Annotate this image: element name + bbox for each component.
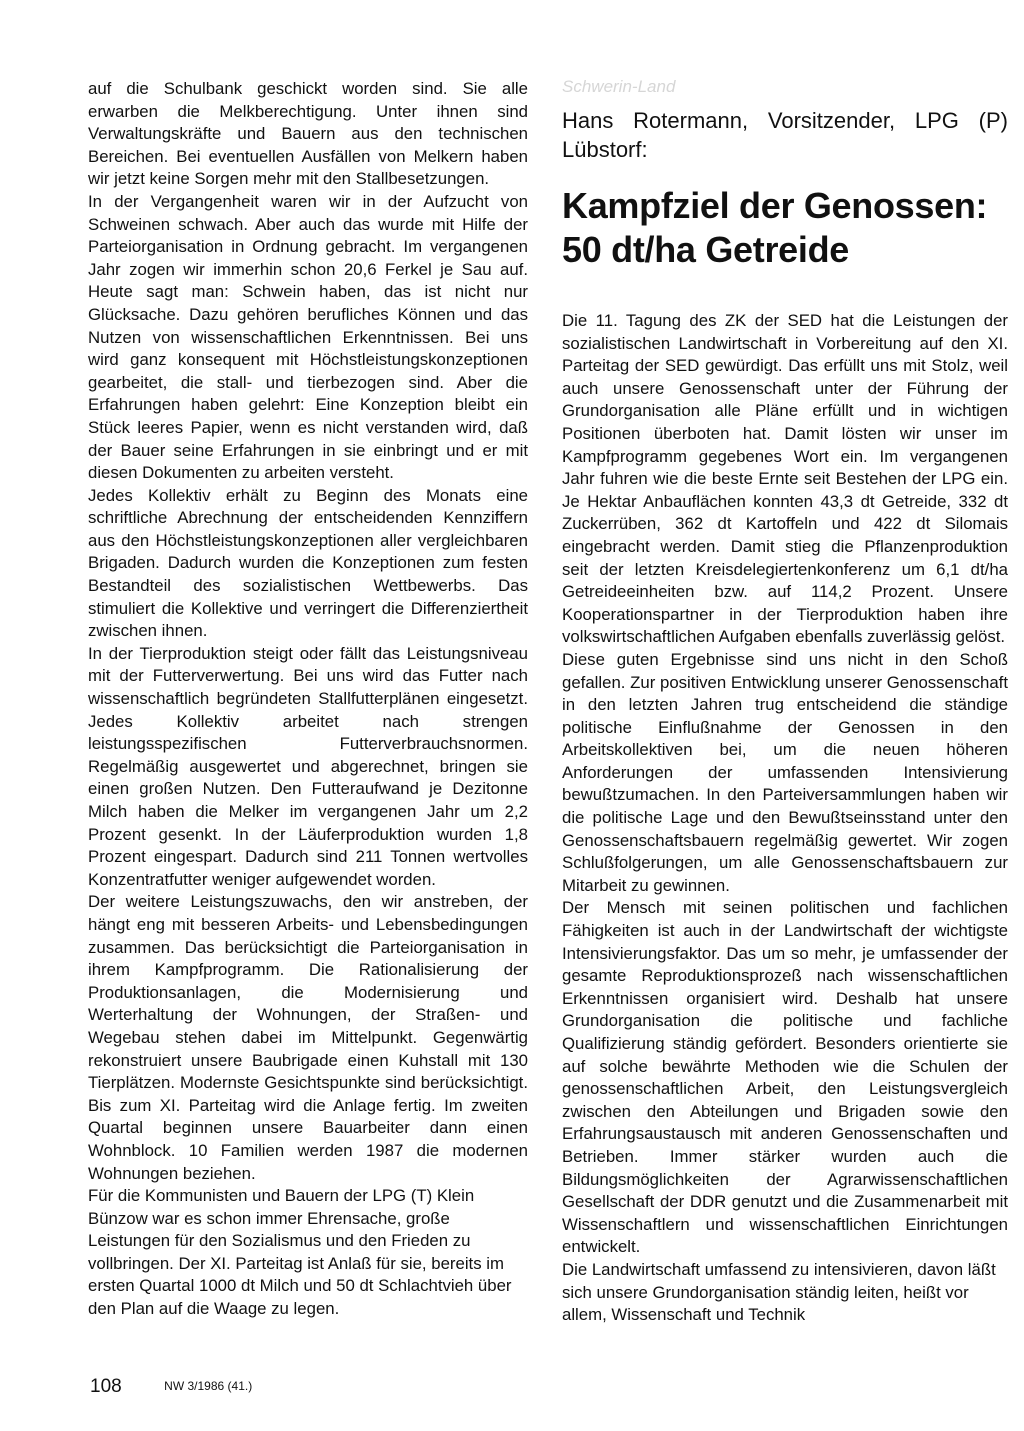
page-footer [90, 1376, 252, 1398]
left-paragraph-5: Der weitere Leistungszuwachs, den wir anstreben, der hängt eng mit besseren Arbeits- und Lebensbedingungen zusammen. Das berücksichtigt die Parteiorganisation in ihrem Kampfprogramm. Die Rationalisierung der Produktionsanlagen, die Modernisierung und Werterhaltung der Wohnungen, der Straßen- und Wegebau stehen dabei im Mittelpunkt. Gegenwärtig rekonstruiert unsere Baubrigade einen Kuhstall mit 130 Tierplätzen. Modernste Gesichtspunkte sind berücksichtigt. Bis zum XI. Parteitag wird die Anlage fertig. Im zweiten Quartal beginnen unsere Bauarbeiter dann einen Wohnblock. 10 Familien werden 1987 die modernen Wohnungen beziehen. [88, 892, 528, 1183]
right-paragraph-1: Die 11. Tagung des ZK der SED hat die Leistungen der sozialistischen Landwirtschaft in Vorbereitung auf den XI. Parteitag der SED gewürdigt. Das erfüllt uns mit Stolz, weil auch unsere Genossenschaft unter der Führung der Grundorganisation alle Pläne erfüllt und in wichtigen Positionen überboten hat. Damit lösten wir unser im Kampfprogramm gegebenes Wort ein. Im vergangenen Jahr fuhren wie die beste Ernte seit Bestehen der LPG ein. Je Hektar Anbauflächen konnten 43,3 dt Getreide, 332 dt Zuckerrüben, 362 dt Kartoffeln und 422 dt Silomais eingebracht werden. Damit stieg die Pflanzenproduktion seit der letzten Kreisdelegiertenkonferenz um 6,1 dt/ha Getreideeinheiten bzw. auf 114,2 Prozent. Unsere Kooperationspartner in der Tierproduktion haben ihre volkswirtschaftlichen Aufgaben ebenfalls zuverlässig gelöst. [562, 311, 1008, 647]
left-paragraph-2: In der Vergangenheit waren wir in der Aufzucht von Schweinen schwach. Aber auch das wurde mit Hilfe der Parteiorganisation in Ordnung gebracht. Im vergangenen Jahr zogen wir immerhin schon 20,6 Ferkel je Sau auf. Heute sagt man: Schwein haben, das ist nicht nur Glücksache. Dazu gehören berufliches Können und das Nutzen von wissenschaftlichen Erkenntnissen. Bei uns wird ganz konsequent mit Höchstleistungskonzeptionen gearbeitet, die stall- und tierbezogen sind. Aber die Erfahrungen haben gelehrt: Eine Konzeption bleibt ein Stück leeres Papier, wenn es nicht verstanden wird, daß der Bauer seine Erfahrungen in sie einbringt und er mit diesen Dokumenten zu arbeiten versteht. [88, 191, 528, 483]
right-paragraph-4: Die Landwirtschaft umfassend zu intensivieren, davon läßt sich unsere Grundorganisation ständig leiten, heißt vor allem, Wissenschaft und Technik [562, 1259, 996, 1325]
left-paragraph-6: Für die Kommunisten und Bauern der LPG (T) Klein Bünzow war es schon immer Ehrensache, große Leistungen für den Sozialismus und den Frieden zu vollbringen. Der XI. Parteitag ist Anlaß für sie, bereits im ersten Quartal 1000 dt Milch und 50 dt Schlachtvieh über den Plan auf die Waage zu legen. [88, 1186, 512, 1319]
page-number: 108 [90, 1376, 122, 1397]
article-headline: Kampfziel der Genossen: 50 dt/ha Getreide [562, 185, 988, 270]
right-paragraph-3: Der Mensch mit seinen politischen und fachlichen Fähigkeiten ist auch in der Landwirtschaft der wichtigste Intensivierungsfaktor. Das um so mehr, je umfassender der gesamte Reproduktionsprozeß nach wissenschaftlichen Erkenntnissen organisiert wird. Deshalb hat unsere Grundorganisation die politische und fachliche Qualifizierung ständig gefördert. Besonders orientierte sie auf solche bewährte Methoden wie die Schulen der genossenschaftlichen Arbeit, den Leistungsvergleich zwischen den Abteilungen und Brigaden sowie den Erfahrungsaustausch mit anderen Genossenschaften und Betrieben. Immer stärker wurden auch die Bildungsmöglichkeiten der Agrarwissenschaftlichen Gesellschaft der DDR genutzt und die Zusammenarbeit mit Wissenschaftlern und wissenschaftlichen Einrichtungen entwickelt. [562, 898, 1008, 1257]
left-paragraph-3: Jedes Kollektiv erhält zu Beginn des Monats eine schriftliche Abrechnung der entscheidenden Kennziffern aus den Höchstleistungskonzeptionen aller vergleichbaren Brigaden. Dadurch wurden die Konzeptionen zum festen Bestandteil des sozialistischen Wettbewerbs. Das stimuliert die Kollektive und verringert die Differenziertheit zwischen ihnen. [88, 485, 528, 641]
right-paragraph-2: Diese guten Ergebnisse sind uns nicht in den Schoß gefallen. Zur positiven Entwicklung unserer Genossenschaft in den letzten Jahren trug entscheidend die ständige politische Einflußnahme der Genossen in den Arbeitskollektiven bei, um die neuen höheren Anforderungen der umfassenden Intensivierung bewußtzumachen. In den Parteiversammlungen haben wir die politische Lage und den Bewußtseinsstand unter den Genossenschaftsbauern regelmäßig gewertet. Wir zogen Schlußfolgerungen, um alle Genossenschaftsbauern zur Mitarbeit zu gewinnen. [562, 649, 1008, 895]
issue-reference: NW 3/1986 (41.) [164, 1379, 253, 1393]
right-column [562, 78, 1008, 1327]
left-paragraph-4: In der Tierproduktion steigt oder fällt das Leistungsniveau mit der Futterverwertung. Bei uns wird das Futter nach wissenschaftlich begründeten Stallfutterplänen eingesetzt. Jedes Kollektiv arbeitet nach strengen leistungsspezifischen Futterverbrauchsnormen. Regelmäßig ausgewertet und abgerechnet, bringen sie einen großen Nutzen. Den Futteraufwand je Dezitonne Milch haben die Melker im vergangenen Jahr um 2,2 Prozent gesenkt. In der Läuferproduktion wurden 1,8 Prozent eingespart. Dadurch sind 211 Tonnen wertvolles Konzentratfutter weniger aufgewendet worden. [88, 643, 528, 889]
left-paragraph-1: auf die Schulbank geschickt worden sind. Sie alle erwarben die Melkberechtigung. Unter ihnen sind Verwaltungskräfte und Bauern aus den technischen Bereichen. Bei eventuellen Ausfällen von Melkern haben wir jetzt keine Sorgen mehr mit den Stallbesetzungen. [88, 79, 528, 189]
region-kicker: Schwerin-Land [562, 77, 676, 96]
left-column [88, 78, 528, 1321]
speaker-attribution: Hans Rotermann, Vorsitzender, LPG (P) Lübstorf: [562, 108, 1008, 162]
